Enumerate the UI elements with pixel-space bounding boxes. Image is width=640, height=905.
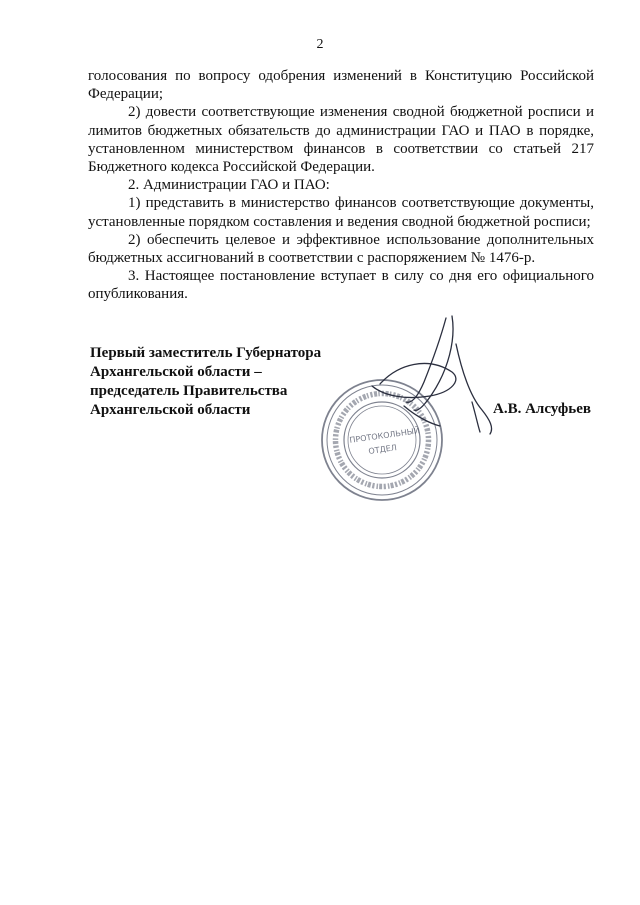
signatory-title-line: председатель Правительства [90,383,288,399]
stamp-center-text: ОТДЕЛ [367,443,398,456]
signatory-title-line: Архангельской области – [90,364,262,380]
paragraph: 3. Настоящее постановление вступает в силу со дня его официального опубликования. [88,268,594,303]
signer-name: А.В. Алсуфьев [493,401,591,417]
paragraph: 2. Администрации ГАО и ПАО: [128,177,330,194]
stamp-center-text: ПРОТОКОЛЬНЫЙ [348,426,421,445]
paragraph: голосования по вопросу одобрения изменений в Конституцию Российской Федерации; [88,68,594,103]
paragraph: 2) обеспечить целевое и эффективное использование дополнительных бюджетных ассигнований в соответствии с распоряжением № 1476-р. [88,231,594,267]
signatory-title-line: Архангельской области [90,402,251,418]
signatory-title-line: Первый заместитель Губернатора [90,345,322,361]
page-number: 2 [316,37,324,52]
paragraph: 2) довести соответствующие изменения сводной бюджетной росписи и лимитов бюджетных обязательств до администрации ГАО и ПАО в порядке, установленном министерством финансов в соответствии со статьей 217 Бюджетного кодекса Российской Федерации. [88,104,594,176]
paragraph: 1) представить в министерство финансов соответствующие документы, установленные порядком составления и ведения сводной бюджетной росписи; [88,195,594,230]
